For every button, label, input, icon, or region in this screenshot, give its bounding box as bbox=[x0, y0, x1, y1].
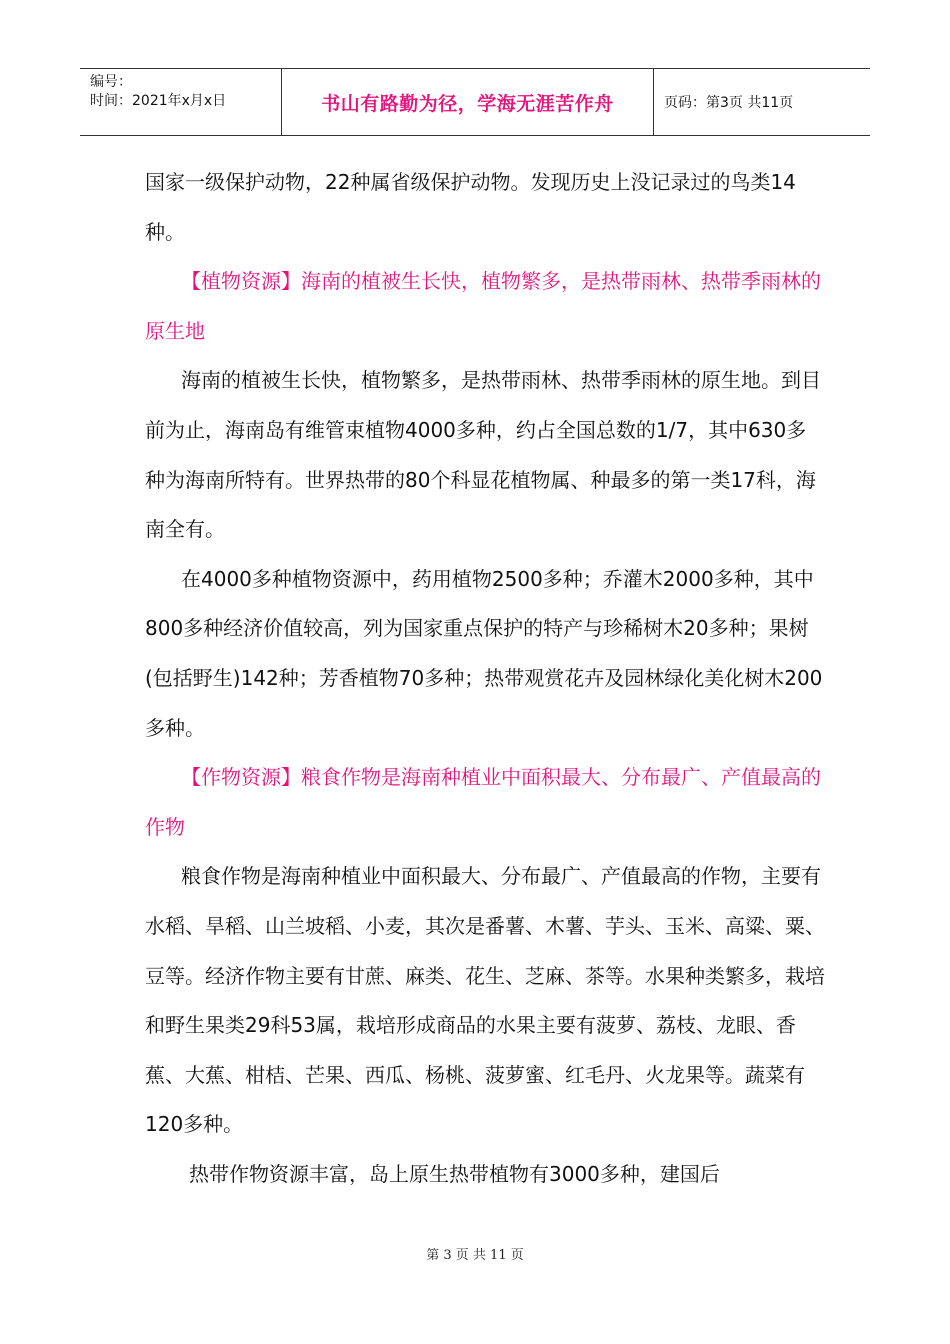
section-heading-plant-resources: 【植物资源】海南的植被生长快，植物繁多，是热带雨林、热带季雨林的原生地 bbox=[145, 269, 821, 343]
page-header bbox=[80, 68, 870, 136]
paragraph-crops: 粮食作物是海南种植业中面积最大、分布最广、产值最高的作物，主要有水稻、旱稻、山兰坡稻、小麦，其次是番薯、木薯、芋头、玉米、高粱、粟、豆等。经济作物主要有甘蔗、麻类、花生、芝麻、茶等。水果种类繁多，栽培和野生果类29科53属，栽培形成商品的水果主要有菠萝、荔枝、龙眼、香蕉、大蕉、柑桔、芒果、西瓜、杨桃、菠萝蜜、红毛丹、火龙果等。蔬菜有120多种。 bbox=[145, 864, 825, 1137]
paragraph-plant-overview: 海南的植被生长快，植物繁多，是热带雨林、热带季雨林的原生地。到目前为止，海南岛有维管束植物4000多种，约占全国总数的1/7，其中630多种为海南所特有。世界热带的80个科显花植物属、种最多的第一类17科，海南全有。 bbox=[145, 368, 821, 542]
paragraph-plant-details: 在4000多种植物资源中，药用植物2500多种；乔灌木2000多种，其中800多种经济价值较高，列为国家重点保护的特产与珍稀树木20多种；果树(包括野生)142种；芳香植物70多种；热带观赏花卉及园林绿化美化树木200多种。 bbox=[145, 566, 823, 740]
header-page-info: 页码：第3页 共11页 bbox=[664, 95, 794, 111]
header-motto-cell bbox=[282, 69, 654, 135]
document-number-label: 编号： bbox=[90, 74, 132, 90]
header-meta bbox=[80, 69, 282, 135]
document-date: 时间：2021年x月x日 bbox=[90, 93, 227, 109]
header-page-cell bbox=[654, 69, 870, 135]
header-motto: 书山有路勤为径，学海无涯苦作舟 bbox=[321, 92, 614, 115]
paragraph-animals-continued: 国家一级保护动物，22种属省级保护动物。发现历史上没记录过的鸟类14种。 bbox=[145, 170, 796, 244]
section-heading-crop-resources: 【作物资源】粮食作物是海南种植业中面积最大、分布最广、产值最高的作物 bbox=[145, 765, 821, 839]
page-footer: 第 3 页 共 11 页 bbox=[426, 1248, 524, 1263]
paragraph-tropical-crops: 热带作物资源丰富，岛上原生热带植物有3000多种，建国后 bbox=[189, 1161, 720, 1186]
document-body bbox=[145, 158, 825, 1199]
